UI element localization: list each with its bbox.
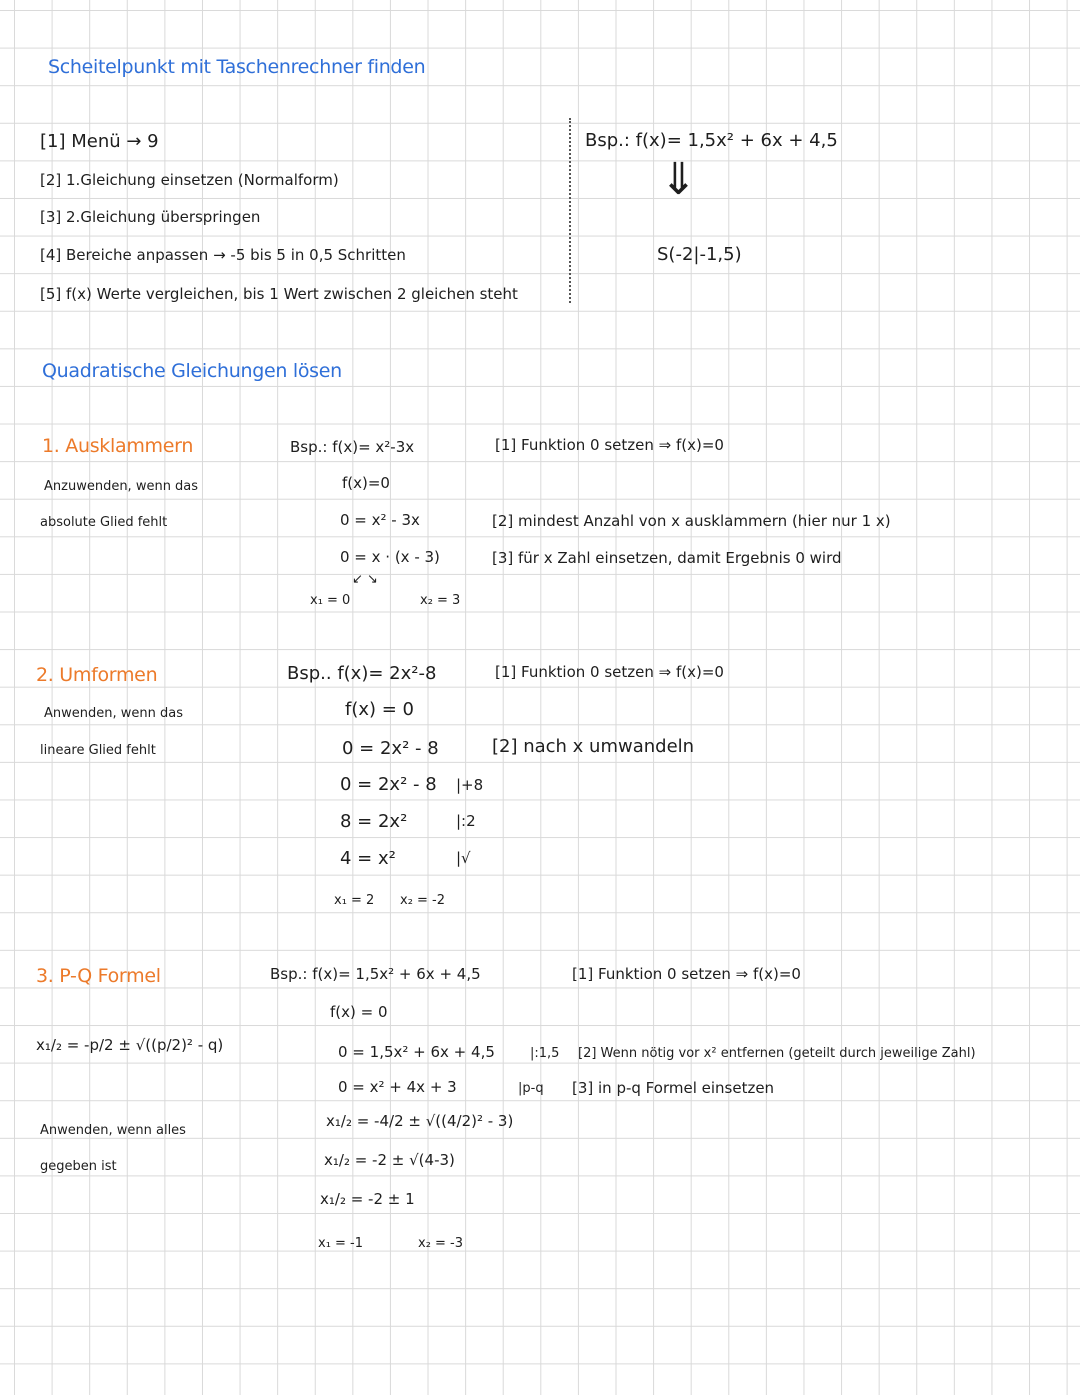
double-down-arrow-icon: ⇓ bbox=[660, 154, 697, 205]
method2-heading: 2. Umformen bbox=[36, 664, 158, 686]
method1-calc-3: 0 = x · (x - 3) bbox=[340, 548, 440, 566]
method2-x1: x₁ = 2 bbox=[334, 893, 375, 908]
section-title-scheitelpunkt: Scheitelpunkt mit Taschenrechner finden bbox=[48, 56, 426, 78]
method3-op-pq: |p-q bbox=[518, 1081, 544, 1096]
method2-note-line2: lineare Glied fehlt bbox=[40, 743, 156, 758]
method2-op-plus8: |+8 bbox=[456, 776, 484, 794]
method2-calc-1: f(x) = 0 bbox=[345, 699, 415, 720]
section-title-quadratische-gleichungen: Quadratische Gleichungen lösen bbox=[42, 360, 342, 382]
method3-step-2: [2] Wenn nötig vor x² entfernen (geteilt durch jeweilige Zahl) bbox=[578, 1046, 976, 1061]
method1-step-1: [1] Funktion 0 setzen ⇒ f(x)=0 bbox=[495, 436, 724, 454]
step-5: [5] f(x) Werte vergleichen, bis 1 Wert zwischen 2 gleichen steht bbox=[40, 285, 518, 303]
method1-calc-arrows: ↙ ↘ bbox=[352, 572, 378, 587]
method3-calc-1: f(x) = 0 bbox=[330, 1003, 388, 1021]
method3-x1: x₁ = -1 bbox=[318, 1236, 364, 1251]
dotted-divider bbox=[569, 118, 571, 303]
method3-calc-7: x₁/₂ = -2 ± √(4-3) bbox=[324, 1151, 455, 1169]
method3-note-line1: Anwenden, wenn alles bbox=[40, 1123, 186, 1138]
pq-formula: x₁/₂ = -p/2 ± √((p/2)² - q) bbox=[36, 1036, 224, 1054]
method1-x1: x₁ = 0 bbox=[310, 593, 351, 608]
method3-calc-4: 0 = x² + 4x + 3 bbox=[338, 1078, 457, 1096]
method3-note-line2: gegeben ist bbox=[40, 1159, 117, 1174]
step-2: [2] 1.Gleichung einsetzen (Normalform) bbox=[40, 171, 339, 189]
method1-step-3: [3] für x Zahl einsetzen, damit Ergebnis 0 wird bbox=[492, 549, 842, 567]
method2-note-line1: Anwenden, wenn das bbox=[44, 706, 183, 721]
method3-step-3: [3] in p-q Formel einsetzen bbox=[572, 1079, 775, 1097]
method1-note-line1: Anzuwenden, wenn das bbox=[44, 479, 199, 494]
method3-step-1: [1] Funktion 0 setzen ⇒ f(x)=0 bbox=[572, 965, 801, 983]
method2-op-sqrt: |√ bbox=[456, 849, 471, 867]
method2-calc-2: 0 = 2x² - 8 bbox=[342, 738, 439, 759]
method1-calc-2: 0 = x² - 3x bbox=[340, 511, 420, 529]
method1-heading: 1. Ausklammern bbox=[42, 435, 194, 457]
method2-step-1: [1] Funktion 0 setzen ⇒ f(x)=0 bbox=[495, 663, 724, 681]
method2-step-2: [2] nach x umwandeln bbox=[492, 736, 695, 757]
step-4: [4] Bereiche anpassen → -5 bis 5 in 0,5 Schritten bbox=[40, 246, 406, 264]
method3-calc-8: x₁/₂ = -2 ± 1 bbox=[320, 1190, 415, 1208]
step-3: [3] 2.Gleichung überspringen bbox=[40, 208, 261, 226]
method3-calc-2: 0 = 1,5x² + 6x + 4,5 bbox=[338, 1043, 495, 1061]
method3-heading: 3. P-Q Formel bbox=[36, 965, 161, 987]
method3-calc-0: Bsp.: f(x)= 1,5x² + 6x + 4,5 bbox=[270, 965, 481, 983]
method3-calc-6: x₁/₂ = -4/2 ± √((4/2)² - 3) bbox=[326, 1112, 514, 1130]
method2-calc-3: 0 = 2x² - 8 bbox=[340, 774, 437, 795]
vertex-result: S(-2|-1,5) bbox=[657, 244, 742, 265]
method2-calc-0: Bsp.. f(x)= 2x²-8 bbox=[287, 663, 437, 684]
method2-x2: x₂ = -2 bbox=[400, 893, 446, 908]
method2-op-div2: |:2 bbox=[456, 812, 476, 830]
example-function: Bsp.: f(x)= 1,5x² + 6x + 4,5 bbox=[585, 130, 838, 151]
method2-calc-7: 4 = x² bbox=[340, 848, 396, 869]
method1-calc-0: Bsp.: f(x)= x²-3x bbox=[290, 438, 415, 456]
method3-x2: x₂ = -3 bbox=[418, 1236, 464, 1251]
method1-x2: x₂ = 3 bbox=[420, 593, 461, 608]
method3-op-div15: |:1,5 bbox=[530, 1046, 560, 1061]
method1-calc-1: f(x)=0 bbox=[342, 474, 390, 492]
method1-step-2: [2] mindest Anzahl von x ausklammern (hier nur 1 x) bbox=[492, 512, 891, 530]
method1-note-line2: absolute Glied fehlt bbox=[40, 515, 168, 530]
step-1: [1] Menü → 9 bbox=[40, 131, 159, 152]
method2-calc-5: 8 = 2x² bbox=[340, 811, 408, 832]
